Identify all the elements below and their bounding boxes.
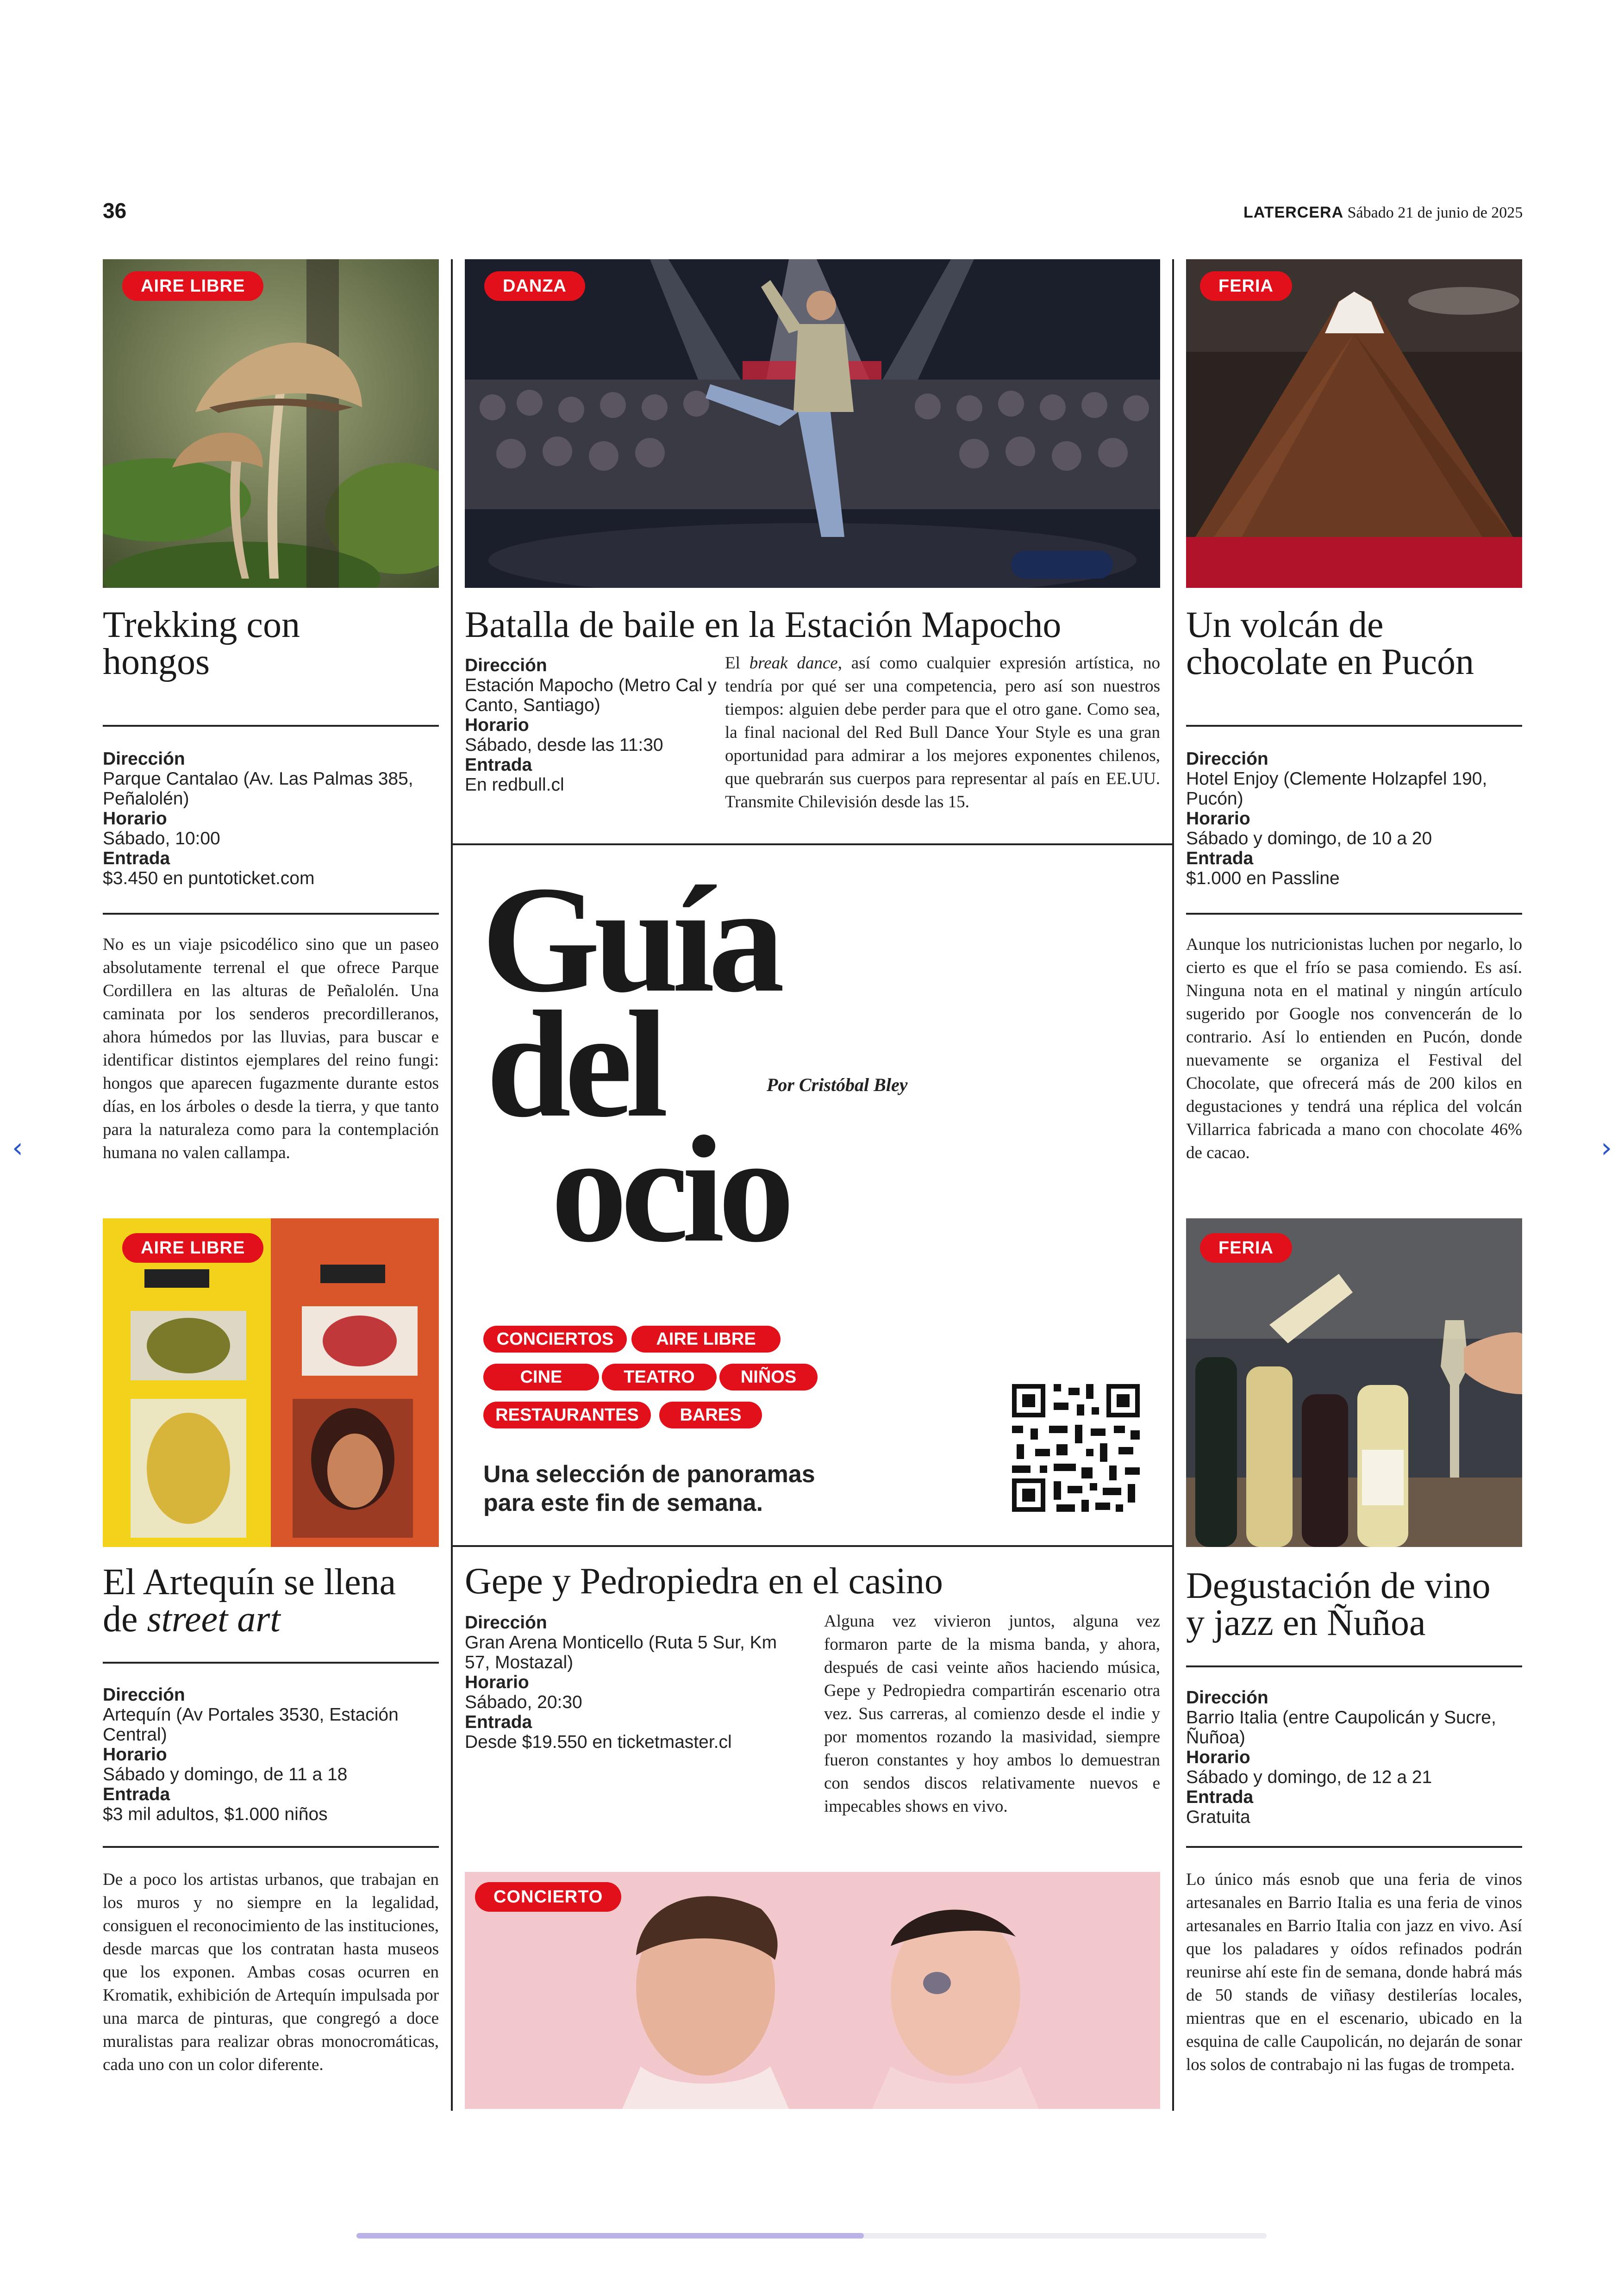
page-number: 36 [103, 199, 127, 223]
trekking-title: Trekking con hongos [103, 605, 300, 682]
gepe-photo [465, 1872, 1160, 2109]
dancer-image [465, 259, 1160, 588]
volcan-info: Dirección Hotel Enjoy (Clemente Holzapfel 190, Pucón) Horario Sábado y domingo, de 10 a 20 Entrada $1.000 en Passline [1186, 749, 1487, 888]
vino-photo [1186, 1218, 1522, 1547]
paper-header [1243, 204, 1523, 222]
volcan-photo [1186, 259, 1522, 588]
baile-body: El break dance, así como cualquier expresión artística, no tendría por qué ser una competencia, pero así son nuestros tiempos: alguien debe perder para que el otro gane. Como sea, la final nacional del Red Bull Dance Your Style es una gran oportunidad para admirar a los mejores exponentes chilenos, que quebrarán sus cuerpos para representar al país en EE.UU. Transmite Chilevisión desde las 15. [725, 654, 1160, 811]
divider [1186, 725, 1522, 727]
divider [103, 725, 439, 727]
qr-code[interactable] [1012, 1384, 1140, 1512]
volcan-tag: FERIA [1200, 271, 1292, 301]
column-rule [451, 259, 453, 2111]
gepe-title: Gepe y Pedropiedra en el casino [465, 1561, 943, 1602]
gepe-body: Alguna vez vivieron juntos, alguna vez formaron parte de la misma banda, y ahora, después de casi veinte años haciendo música, Gepe y Pedropiedra compartirán escenario otra vez. Sus carreras, al comienzo desde el indie y por momentos rozando la masividad, siempre fueron constantes y hoy ambos lo demuestran con sendos discos relativamente nuevos e impecables shows en vivo. [824, 1612, 1160, 1816]
guide-word-2: del [486, 980, 662, 1149]
vino-title: Degustación de vino y jazz en Ñuñoa [1186, 1565, 1491, 1643]
baile-tag: DANZA [484, 271, 585, 301]
street-art-image [103, 1218, 439, 1547]
baile-photo [465, 259, 1160, 588]
chevron-right-icon[interactable]: › [1601, 1132, 1612, 1164]
page-scrollbar-thumb[interactable] [356, 2233, 864, 2239]
baile-info: Dirección Estación Mapocho (Metro Cal y Canto, Santiago) Horario Sábado, desde las 11:30 Entrada En redbull.cl [465, 655, 717, 795]
chocolate-volcano-image [1186, 259, 1522, 588]
artequin-body: De a poco los artistas urbanos, que trabajan en los muros y no siempre en la legalidad, consiguen el reconocimiento de las instituciones, desde marcas que los contratan hasta museos que los exponen. Ambas cosas ocurren en Kromatik, exhibición de Artequín impulsada por una marca de pinturas, que congregó a doce muralistas para realizar obras monocromáticas, cada uno con un color diferente. [103, 1870, 439, 2074]
paper-name: LATERCERA [1243, 204, 1344, 221]
volcan-title: Un volcán de chocolate en Pucón [1186, 605, 1474, 682]
divider [103, 1846, 439, 1848]
guide-masthead [481, 855, 1037, 1287]
guide-byline: Por Cristóbal Bley [767, 1074, 908, 1095]
artequin-title: El Artequín se llena de street art [103, 1562, 396, 1640]
vino-info: Dirección Barrio Italia (entre Caupolicán y Sucre, Ñuñoa) Horario Sábado y domingo, de 12 a 21 Entrada Gratuita [1186, 1688, 1496, 1827]
divider [103, 913, 439, 915]
category-chip-cine[interactable]: CINE [483, 1364, 599, 1391]
trekking-body: No es un viaje psicodélico sino que un paseo absolutamente terrenal el que ofrece Parque Cordillera en las alturas de Peñalolén. Una caminata por los senderos precordilleranos, ahora húmedos por las lluvias, para buscar e identificar distintos ejemplares del reino fungi: hongos que aparecen fugazmente durante estos días, en los árboles o desde la tierra, y que tanto para la naturaleza como para la contemplación humana no valen callampa. [103, 935, 439, 1162]
mushroom-image [103, 259, 439, 588]
guide-word-1: Guía [481, 855, 778, 1024]
gepe-info: Dirección Gran Arena Monticello (Ruta 5 Sur, Km 57, Mostazal) Horario Sábado, 20:30 Entrada Desde $19.550 en ticketmaster.cl [465, 1613, 777, 1752]
guide-word-3: ocio [551, 1105, 788, 1274]
trekking-tag: AIRE LIBRE [122, 271, 263, 301]
guide-tagline: Una selección de panoramas para este fin de semana. [483, 1461, 815, 1516]
category-chip-bares[interactable]: BARES [659, 1402, 762, 1428]
artequin-photo [103, 1218, 439, 1547]
divider [452, 1545, 1173, 1547]
trekking-photo [103, 259, 439, 588]
category-chip-conciertos[interactable]: CONCIERTOS [483, 1326, 627, 1353]
divider [452, 843, 1173, 845]
divider [1186, 1665, 1522, 1667]
chevron-left-icon[interactable]: ‹ [12, 1132, 23, 1164]
wine-tasting-image [1186, 1218, 1522, 1547]
volcan-body: Aunque los nutricionistas luchen por negarlo, lo cierto es que el frío se pasa comiendo. Es así. Ninguna nota en el matinal y ningún artículo sugerido por Google nos convencerán de lo contrario. Así lo entienden en Pucón, donde nuevamente se organiza el Festival del Chocolate, que ofrecerá más de 200 kilos en degustaciones y tendrá una réplica del volcán Villarrica fabricada a mano con chocolate 46% de cacao. [1186, 935, 1522, 1162]
vino-tag: FERIA [1200, 1233, 1292, 1263]
divider [1186, 913, 1522, 915]
divider [1186, 1846, 1522, 1848]
qr-code-icon [1012, 1384, 1140, 1512]
column-rule [1172, 259, 1174, 2111]
baile-title: Batalla de baile en la Estación Mapocho [465, 605, 1062, 645]
paper-date: Sábado 21 de junio de 2025 [1347, 204, 1523, 221]
artequin-tag: AIRE LIBRE [122, 1233, 263, 1263]
divider [103, 1662, 439, 1664]
category-chip-ninos[interactable]: NIÑOS [719, 1364, 818, 1391]
artequin-info: Dirección Artequín (Av Portales 3530, Estación Central) Horario Sábado y domingo, de 11 a 18 Entrada $3 mil adultos, $1.000 niños [103, 1685, 399, 1824]
category-chip-teatro[interactable]: TEATRO [602, 1364, 717, 1391]
gepe-tag: CONCIERTO [475, 1882, 621, 1912]
trekking-info: Dirección Parque Cantalao (Av. Las Palmas 385, Peñalolén) Horario Sábado, 10:00 Entrada $3.450 en puntoticket.com [103, 749, 413, 888]
category-chip-restaurantes[interactable]: RESTAURANTES [483, 1402, 651, 1428]
vino-body: Lo único más esnob que una feria de vinos artesanales en Barrio Italia es una feria de vinos artesanales en Barrio Italia con jazz en vivo. Así que los paladares y oídos refinados podrán reunirse ahí este fin de semana, donde habrá más de 50 stands de viñasy destilerías locales, mientras que en el escenario, ubicado en la esquina de calle Caupolicán, no dejarán de sonar los solos de contrabajo ni las fugas de trompeta. [1186, 1870, 1522, 2074]
category-chip-aire-libre[interactable]: AIRE LIBRE [631, 1326, 781, 1353]
